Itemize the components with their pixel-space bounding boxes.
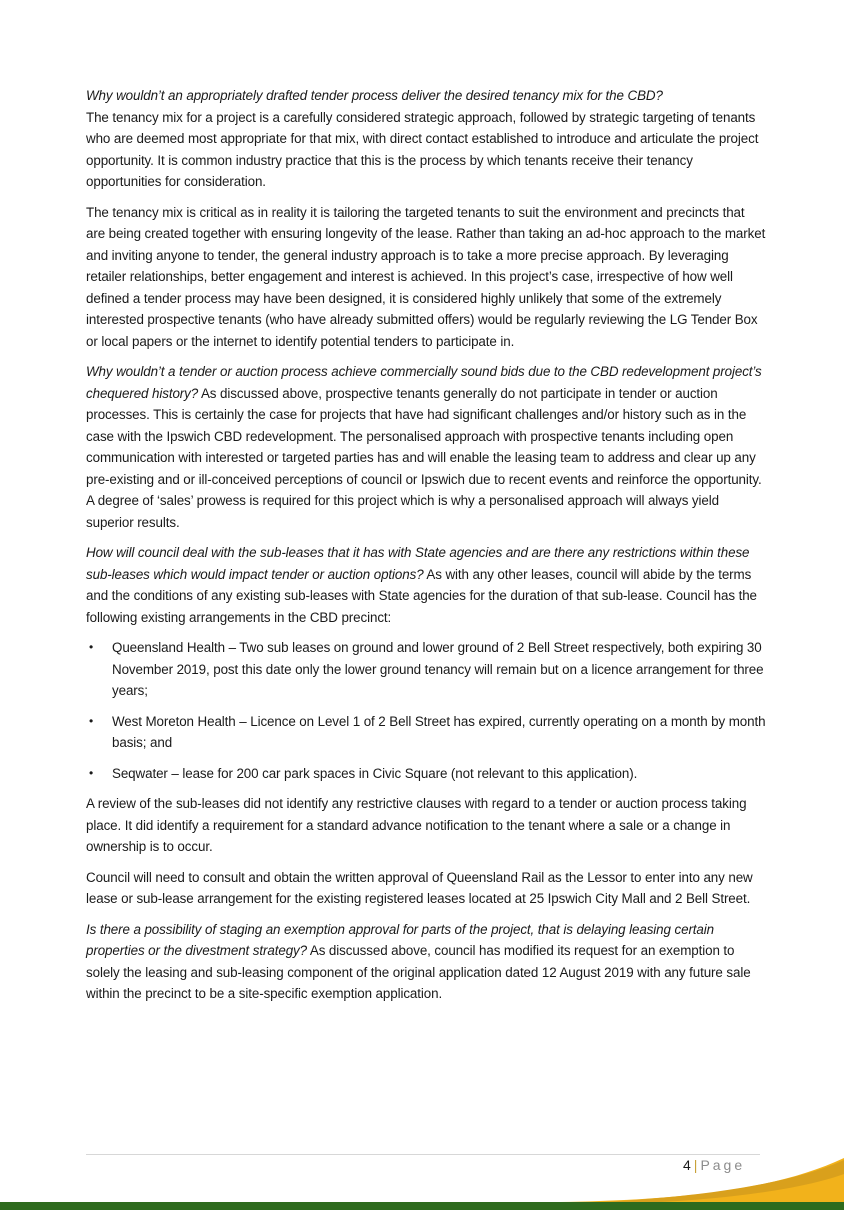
bullet-icon: • [89,640,94,654]
list-item [86,711,766,754]
paragraph-state-sub-leases [86,542,766,628]
question-state-sub-leases: How will council deal with the sub-leases that it has with State agencies and are there any restrictions within these sub-leases which would impact tender or auction options? [86,545,750,582]
existing-arrangements-list [86,637,766,784]
answer-staging-exemption: As discussed above, council has modified its request for an exemption to solely the leasing and sub-leasing component of the original application dated 12 August 2019 with any future sale within the precinct to be a site-specific exemption application. [86,943,751,1001]
document-body [86,85,766,1014]
bullet-icon: • [89,713,94,728]
bullet-icon: • [89,765,94,780]
page-number-value: 4 [683,1157,691,1173]
paragraph-sub-lease-review: A review of the sub-leases did not identify any restrictive clauses with regard to a tender or auction process taking place. It did identify a requirement for a standard advance notification to the tenant where a sale or a change in ownership is to occur. [86,796,747,854]
list-item-text: Queensland Health – Two sub leases on ground and lower ground of 2 Bell Street respectively, both expiring 30 November 2019, post this date only the lower ground tenancy will remain but on a licence arrangement for three years; [112,640,764,698]
paragraph-tenancy-mix-critical: The tenancy mix is critical as in reality it is tailoring the targeted tenants to suit the environment and precincts that are being created together with ensuring longevity of the lease. Rather than taking an ad-hoc approach to the market and inviting anyone to tender, the general industry approach is to take a more precise approach. By leveraging retailer relationships, better engagement and interest is achieved. In this project’s case, irrespective of how well defined a tender process may have been designed, it is considered highly unlikely that some of the extremely interested prospective tenants (who have already submitted offers) would be regularly reviewing the LG Tender Box or local papers or the internet to identify potential tenders to participate in. [86,204,766,349]
answer-chequered-history: As discussed above, prospective tenants generally do not participate in tender or auction processes. This is certainly the case for projects that have had significant challenges and/or history such as in the case with the Ipswich CBD redevelopment. The personalised approach with prospective tenants including open communication with interested or targeted parties has and will enable the leasing team to address and clear up any pre-existing and or ill-conceived perceptions of council or Ipswich due to recent events and reinforce the opportunity. A degree of ‘sales’ prowess is required for this project which is why a personalised approach will always yield superior results. [86,385,762,530]
page-label: Page [700,1157,746,1173]
question-tenancy-mix: Why wouldn’t an appropriately drafted tender process deliver the desired tenancy mix for the CBD? [86,88,663,103]
paragraph-queensland-rail: Council will need to consult and obtain the written approval of Queensland Rail as the Lessor to enter into any new lease or sub-lease arrangement for the existing registered leases located at 25 Ipswich City Mall and 2 Bell Street. [86,869,753,906]
answer-tenancy-mix: The tenancy mix for a project is a carefully considered strategic approach, followed by strategic targeting of tenants who are deemed most appropriate for that mix, with direct contact established to introduce and articulate the project opportunity. It is common industry practice that this is the process by which tenants receive their tenancy opportunities for consideration. [86,109,759,189]
list-item [86,763,766,785]
answer-state-sub-leases: As with any other leases, council will abide by the terms and the conditions of any existing sub-leases with State agencies for the duration of that sub-lease. Council has the following existing arrangements in the CBD precinct: [86,566,757,625]
list-item-text: West Moreton Health – Licence on Level 1 of 2 Bell Street has expired, currently operating on a month by month basis; and [112,713,766,750]
paragraph-chequered-history [86,361,766,533]
footer-green-band [0,1202,844,1210]
question-staging-exemption: Is there a possibility of staging an exemption approval for parts of the project, that is delaying leasing certain properties or the divestment strategy? [86,921,714,958]
page-number-separator: | [693,1157,698,1173]
question-chequered-history: Why wouldn’t a tender or auction process achieve commercially sound bids due to the CBD redevelopment project’s chequered history? [86,364,762,401]
list-item [86,637,766,702]
paragraph-staging-exemption [86,919,766,1005]
footer-swoosh-graphic [0,1150,844,1210]
paragraph-tender-tenancy-mix [86,85,766,193]
list-item-text: Seqwater – lease for 200 car park spaces in Civic Square (not relevant to this application). [112,765,638,781]
